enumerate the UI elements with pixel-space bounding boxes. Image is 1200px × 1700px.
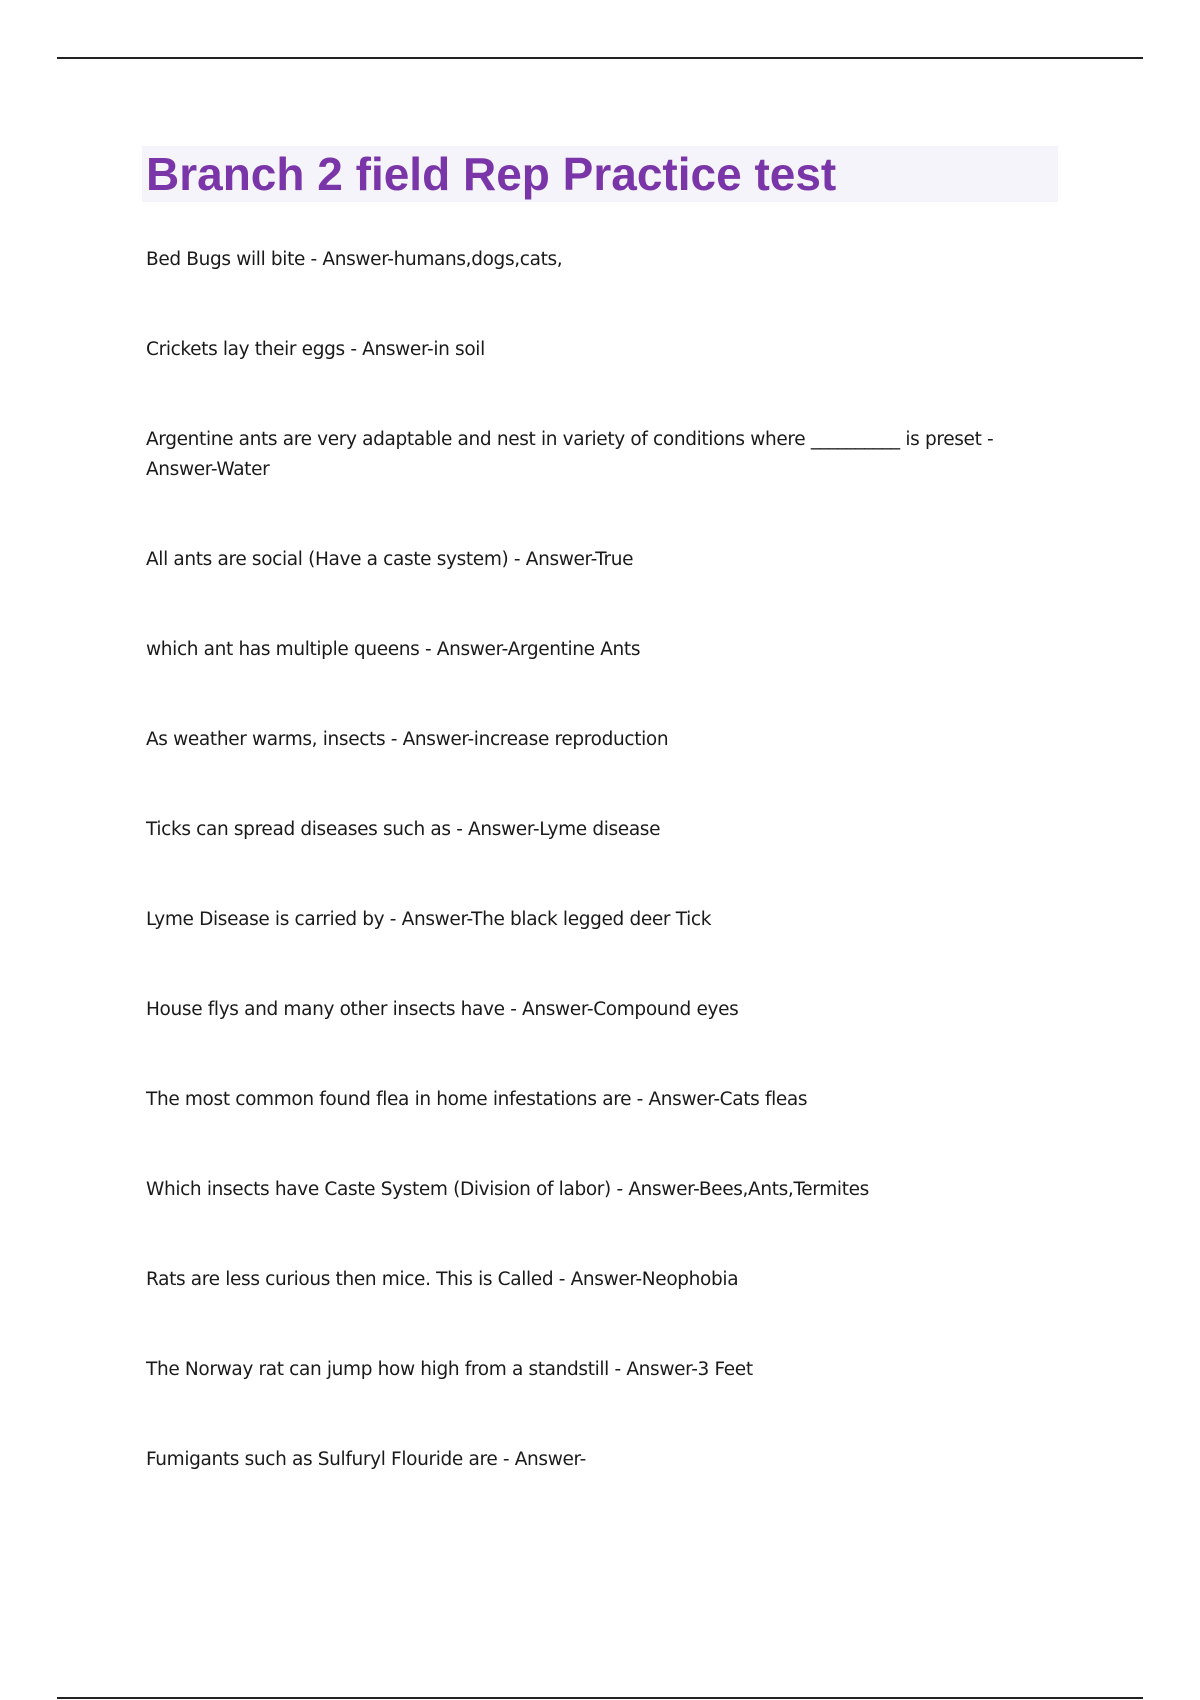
list-item: Fumigants such as Sulfuryl Flouride are - Answer- (146, 1449, 586, 1470)
list-item: House flys and many other insects have - Answer-Compound eyes (146, 999, 739, 1020)
list-item: Ticks can spread diseases such as - Answer-Lyme disease (146, 819, 661, 840)
list-item: which ant has multiple queens - Answer-Argentine Ants (146, 639, 641, 660)
page-title: Branch 2 field Rep Practice test (146, 148, 837, 200)
list-item: Bed Bugs will bite - Answer-humans,dogs,cats, (146, 249, 563, 270)
list-item: Crickets lay their eggs - Answer-in soil (146, 339, 485, 360)
header-rule (57, 57, 1143, 59)
list-item: The Norway rat can jump how high from a standstill - Answer-3 Feet (146, 1359, 753, 1380)
list-item: Lyme Disease is carried by - Answer-The black legged deer Tick (146, 909, 712, 930)
footer-rule (57, 1697, 1143, 1699)
list-item: Which insects have Caste System (Division of labor) - Answer-Bees,Ants,Termites (146, 1179, 869, 1200)
question-answer-list (146, 245, 1046, 1535)
list-item: The most common found flea in home infestations are - Answer-Cats fleas (146, 1089, 808, 1110)
list-item: All ants are social (Have a caste system) - Answer-True (146, 549, 634, 570)
list-item: Argentine ants are very adaptable and nest in variety of conditions where __________ is preset - Answer-Water (146, 429, 994, 480)
list-item: As weather warms, insects - Answer-increase reproduction (146, 729, 669, 750)
list-item: Rats are less curious then mice. This is Called - Answer-Neophobia (146, 1269, 739, 1290)
